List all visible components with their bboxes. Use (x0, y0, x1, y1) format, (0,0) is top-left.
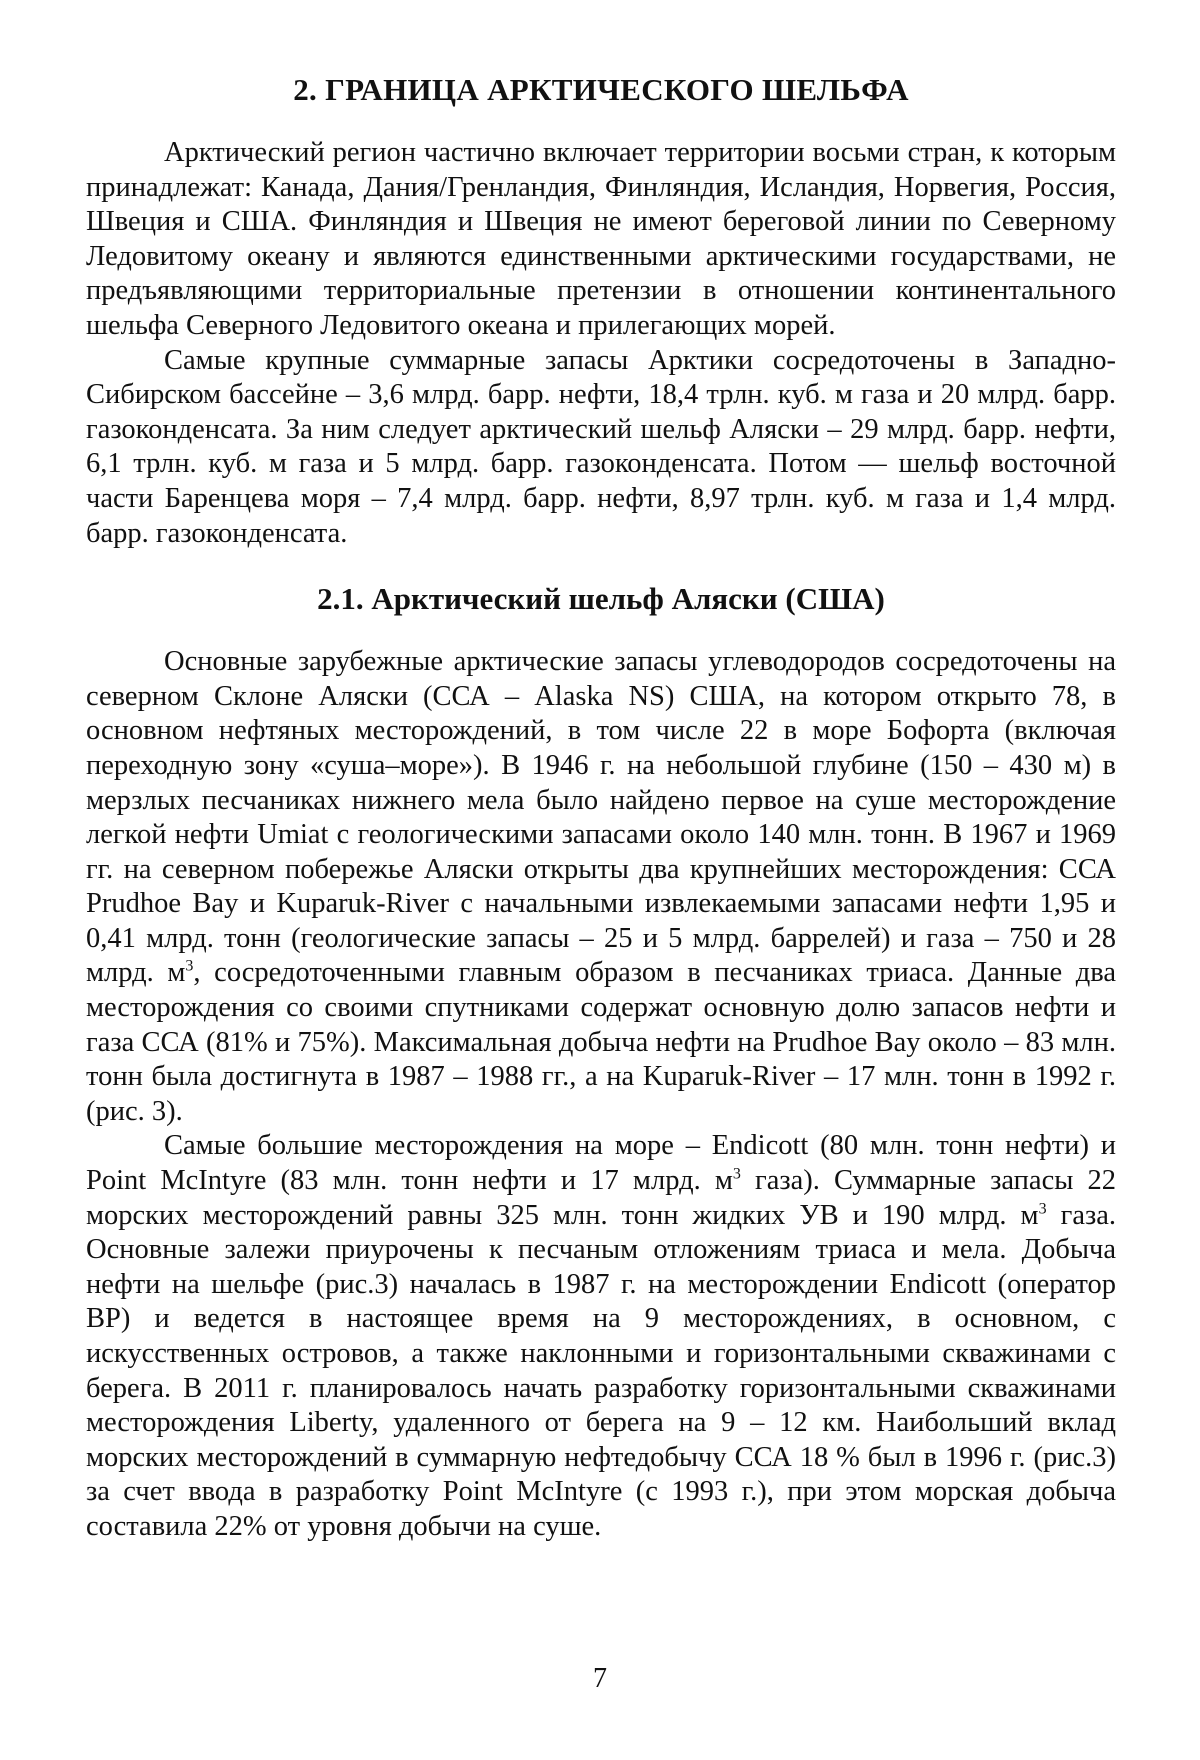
superscript: 3 (1039, 1200, 1047, 1217)
paragraph-text: Самые большие месторождения на море – Endicott (80 млн. тонн нефти) и Point McIntyre (83 млн. тонн нефти и 17 млрд. м (86, 1130, 1116, 1196)
superscript: 3 (185, 958, 193, 975)
subsection-title: 2.1. Арктический шельф Аляски (США) (86, 579, 1116, 619)
paragraph-text: , сосредоточенными главным образом в песчаниках триаса. Данные два месторождения со своими спутниками содержат основную долю запасов нефти и газа ССА (81% и 75%). Максимальная добыча нефти на Prudhoe Bay около – 83 млн. тонн была достигнута в 1987 – 1988 гг., а на Kuparuk-River – 17 млн. тонн в 1992 г. (рис. 3). (86, 957, 1116, 1126)
paragraph-arctic-countries: Арктический регион частично включает территории восьми стран, к которым принадлежат: Канада, Дания/Гренландия, Финляндия, Исландия, Норвегия, Россия, Швеция и США. Финляндия и Швеция не имеют береговой линии по Северному Ледовитому океану и являются единственными арктическими государствами, не предъявляющими территориальные претензии в отношении континентального шельфа Северного Ледовитого океана и прилегающих морей. (86, 136, 1116, 344)
superscript: 3 (733, 1166, 741, 1183)
document-page (86, 70, 1116, 1545)
paragraph-arctic-reserves: Самые крупные суммарные запасы Арктики сосредоточены в Западно-Сибирском бассейне – 3,6 млрд. барр. нефти, 18,4 трлн. куб. м газа и 20 млрд. барр. газоконденсата. За ним следует арктический шельф Аляски – 29 млрд. барр. нефти, 6,1 трлн. куб. м газа и 5 млрд. барр. газоконденсата. Потом — шельф восточной части Баренцева моря – 7,4 млрд. барр. нефти, 8,97 трлн. куб. м газа и 1,4 млрд. барр. газоконденсата. (86, 344, 1116, 552)
section-title: 2. ГРАНИЦА АРКТИЧЕСКОГО ШЕЛЬФА (86, 70, 1116, 110)
paragraph-text: газа). Суммарные запасы 22 морских месторождений равны 325 млн. тонн жидких УВ и 190 млрд. м (86, 1165, 1116, 1231)
page-number: 7 (0, 1662, 1200, 1696)
paragraph-text: Основные зарубежные арктические запасы углеводородов сосредоточены на северном Склоне Аляски (ССА – Alaska NS) США, на котором открыто 78, в основном нефтяных месторождений, в том числе 22 в море Бофорта (включая переходную зону «суша–море»). В 1946 г. на небольшой глубине (150 – 430 м) в мерзлых песчаниках нижнего мела было найдено первое на суше месторождение легкой нефти Umiat с геологическими запасами около 140 млн. тонн. В 1967 и 1969 гг. на северном побережье Аляски открыты два крупнейших месторождения: ССА Prudhoe Bay и Kuparuk-River с начальными извлекаемыми запасами нефти 1,95 и 0,41 млрд. тонн (геологические запасы – 25 и 5 млрд. баррелей) и газа – 750 и 28 млрд. м (86, 646, 1116, 988)
paragraph-text: газа. Основные залежи приурочены к песчаным отложениям триаса и мела. Добыча нефти на шельфе (рис.3) началась в 1987 г. на месторождении Endicott (оператор BP) и ведется в настоящее время на 9 месторождениях, в основном, с искусственных островов, а также наклонными и горизонтальными скважинами с берега. В 2011 г. планировалось начать разработку горизонтальными скважинами месторождения Liberty, удаленного от берега на 9 – 12 км. Наибольший вклад морских месторождений в суммарную нефтедобычу ССА 18 % был в 1996 г. (рис.3) за счет ввода в разработку Point McIntyre (с 1993 г.), при этом морская добыча составила 22% от уровня добычи на суше. (86, 1200, 1116, 1542)
paragraph-offshore-fields (86, 1129, 1116, 1544)
paragraph-alaska-fields (86, 645, 1116, 1129)
